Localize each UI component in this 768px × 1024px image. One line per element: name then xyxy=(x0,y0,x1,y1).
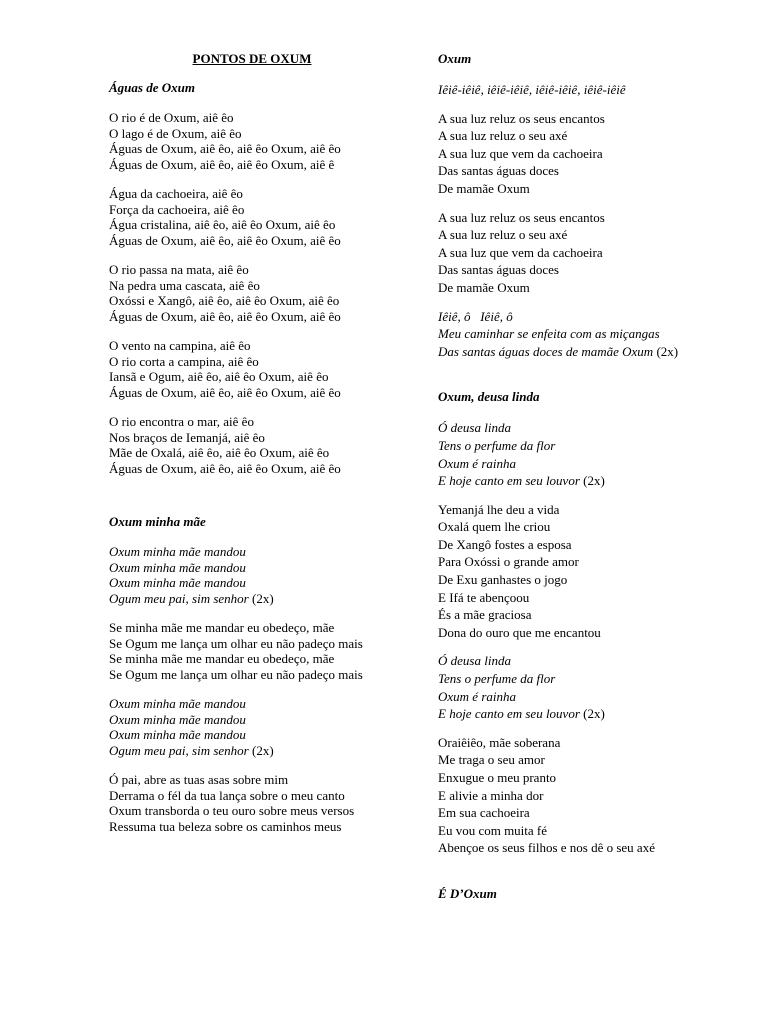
verse-text: Ogum meu pai, sim senhor xyxy=(109,590,249,606)
verse-line: Oxum minha mãe mandou xyxy=(109,575,246,590)
verse-line: E Ifá te abençoou xyxy=(438,589,530,605)
verse-line: Me traga o seu amor xyxy=(438,752,545,768)
verse-text: E hoje canto em seu louvor xyxy=(438,473,580,489)
verse-line: O rio passa na mata, aiê êo xyxy=(109,262,249,277)
verse-line: Oxum é rainha xyxy=(438,688,516,704)
verse-line xyxy=(438,705,748,723)
verse-line: Águas de Oxum, aiê êo, aiê êo Oxum, aiê ê xyxy=(109,156,335,172)
verse-line: Oxóssi e Xangô, aiê êo, aiê êo Oxum, aiê êo xyxy=(109,293,340,308)
stanza-oxum-2 xyxy=(438,209,748,297)
verse-line: Das santas águas doces xyxy=(438,163,559,179)
verse-line: O lago é de Oxum, aiê êo xyxy=(109,125,242,141)
verse-line: De Xangô fostes a esposa xyxy=(438,536,572,552)
verse-line: O rio é de Oxum, aiê êo xyxy=(109,110,234,125)
verse-line: Oxum minha mãe mandou xyxy=(109,711,246,727)
verse-line: Oxum minha mãe mandou xyxy=(109,559,246,575)
document-title: PONTOS DE OXUM xyxy=(192,51,312,66)
verse-line: Água da cachoeira, aiê êo xyxy=(109,186,243,201)
verse-line: O vento na campina, aiê êo xyxy=(109,338,251,353)
repeat-marker: (2x) xyxy=(656,343,679,359)
verse-line: Iansã e Ogum, aiê êo, aiê êo Oxum, aiê êo xyxy=(109,369,329,384)
left-column xyxy=(109,50,409,834)
repeat-marker: (2x) xyxy=(583,473,605,489)
verse-line: És a mãe graciosa xyxy=(438,607,532,623)
verse-line: De mamãe Oxum xyxy=(438,279,530,295)
stanza-aguas-1 xyxy=(109,110,409,172)
verse-line: Iêiê, ô Iêiê, ô xyxy=(438,308,513,324)
verse-line: Oraiêiêo, mãe soberana xyxy=(438,734,561,750)
verse-line: Águas de Oxum, aiê êo, aiê êo Oxum, aiê êo xyxy=(109,232,341,248)
verse-line: Na pedra uma cascata, aiê êo xyxy=(109,277,260,293)
stanza-aguas-4 xyxy=(109,338,409,400)
verse-line: Das santas águas doces xyxy=(438,262,559,278)
verse-line: Iêiê-iêiê, iêiê-iêiê, iêiê-iêiê, iêiê-iêiê xyxy=(438,82,626,97)
chorus-deusa-1 xyxy=(438,419,748,489)
verse-line: Tens o perfume da flor xyxy=(438,437,556,453)
verse-line xyxy=(438,343,748,361)
verse-line: Ó deusa linda xyxy=(438,653,511,669)
verse-text: Das santas águas doces de mamãe Oxum xyxy=(438,343,654,359)
verse-line: Oxum minha mãe mandou xyxy=(109,696,246,711)
verse-text: Ogum meu pai, sim senhor xyxy=(109,742,249,758)
verse-line: Águas de Oxum, aiê êo, aiê êo Oxum, aiê êo xyxy=(109,308,341,324)
verse-line: Oxum transborda o teu ouro sobre meus versos xyxy=(109,803,355,818)
verse-line: Águas de Oxum, aiê êo, aiê êo Oxum, aiê êo xyxy=(109,141,341,156)
verse-line: Ressuma tua beleza sobre os caminhos meus xyxy=(109,818,342,834)
verse-line xyxy=(438,472,748,490)
chorus-minha-mae-1 xyxy=(109,544,409,606)
verse-line: Se minha mãe me mandar eu obedeço, mãe xyxy=(109,651,335,666)
verse-line: A sua luz que vem da cachoeira xyxy=(438,244,603,260)
verse-line: De Exu ganhastes o jogo xyxy=(438,572,568,588)
verse-line: E alivie a minha dor xyxy=(438,787,544,803)
verse-line: Meu caminhar se enfeita com as miçangas xyxy=(438,326,660,342)
verse-line: Água cristalina, aiê êo, aiê êo Oxum, aiê êo xyxy=(109,217,336,232)
verse-line: De mamãe Oxum xyxy=(438,180,530,196)
verse-line: A sua luz reluz os seus encantos xyxy=(438,110,605,126)
stanza-aguas-2 xyxy=(109,186,409,248)
verse-line: A sua luz reluz os seus encantos xyxy=(438,209,605,225)
stanza-aguas-5 xyxy=(109,414,409,476)
verse-line: Eu vou com muita fé xyxy=(438,822,548,838)
stanza-aguas-3 xyxy=(109,262,409,324)
verse-line: Nos braços de Iemanjá, aiê êo xyxy=(109,429,265,445)
verse-line: Tens o perfume da flor xyxy=(438,671,556,687)
verse-line: Yemanjá lhe deu a vida xyxy=(438,501,560,517)
song-heading-aguas-de-oxum: Águas de Oxum xyxy=(109,80,195,95)
verse-line xyxy=(109,743,409,759)
verse-line: Se minha mãe me mandar eu obedeço, mãe xyxy=(109,620,335,635)
right-column xyxy=(438,50,748,903)
song-heading-oxum: Oxum xyxy=(438,51,472,66)
repeat-marker: (2x) xyxy=(252,590,274,606)
verse-deusa-2 xyxy=(438,734,748,857)
verse-line: Abençoe os seus filhos e nos dê o seu axé xyxy=(438,840,655,856)
verse-line: A sua luz que vem da cachoeira xyxy=(438,145,603,161)
verse-line: Se Ogum me lança um olhar eu não padeço mais xyxy=(109,666,363,682)
intro-oxum xyxy=(438,81,748,99)
verse-line: A sua luz reluz o seu axé xyxy=(438,128,568,144)
verse-line: Oxum minha mãe mandou xyxy=(109,544,246,559)
repeat-marker: (2x) xyxy=(583,706,605,722)
verse-line: Águas de Oxum, aiê êo, aiê êo Oxum, aiê êo xyxy=(109,460,341,476)
verse-line: Enxugue o meu pranto xyxy=(438,770,557,785)
verse-line: Oxum minha mãe mandou xyxy=(109,727,246,742)
chorus-minha-mae-2 xyxy=(109,696,409,758)
verse-line: Águas de Oxum, aiê êo, aiê êo Oxum, aiê êo xyxy=(109,384,341,400)
verse-line: Se Ogum me lança um olhar eu não padeço mais xyxy=(109,635,363,651)
verse-line: Mãe de Oxalá, aiê êo, aiê êo Oxum, aiê êo xyxy=(109,445,330,460)
verse-line: Ó pai, abre as tuas asas sobre mim xyxy=(109,772,289,787)
verse-line: O rio encontra o mar, aiê êo xyxy=(109,414,254,429)
song-heading-oxum-minha-mae: Oxum minha mãe xyxy=(109,514,206,529)
verse-line: Derrama o fél da tua lança sobre o meu canto xyxy=(109,787,345,803)
verse-line: Para Oxóssi o grande amor xyxy=(438,554,579,570)
song-heading-e-doxum: É D’Oxum xyxy=(438,885,497,901)
repeat-marker: (2x) xyxy=(252,742,274,758)
verse-minha-mae-2 xyxy=(109,772,409,834)
stanza-oxum-1 xyxy=(438,110,748,198)
outro-oxum xyxy=(438,308,748,361)
verse-line: Oxum é rainha xyxy=(438,455,516,471)
verse-line: O rio corta a campina, aiê êo xyxy=(109,353,259,369)
verse-minha-mae-1 xyxy=(109,620,409,682)
verse-line: Dona do ouro que me encantou xyxy=(438,624,601,640)
verse-line: Força da cachoeira, aiê êo xyxy=(109,201,245,217)
verse-line: Oxalá quem lhe criou xyxy=(438,519,551,535)
verse-text: E hoje canto em seu louvor xyxy=(438,706,580,722)
verse-line: Ó deusa linda xyxy=(438,420,511,436)
verse-line: Em sua cachoeira xyxy=(438,805,530,821)
chorus-deusa-2 xyxy=(438,652,748,722)
song-heading-oxum-deusa-linda: Oxum, deusa linda xyxy=(438,389,540,405)
verse-line xyxy=(109,591,409,607)
verse-deusa-1 xyxy=(438,501,748,642)
verse-line: A sua luz reluz o seu axé xyxy=(438,227,568,243)
